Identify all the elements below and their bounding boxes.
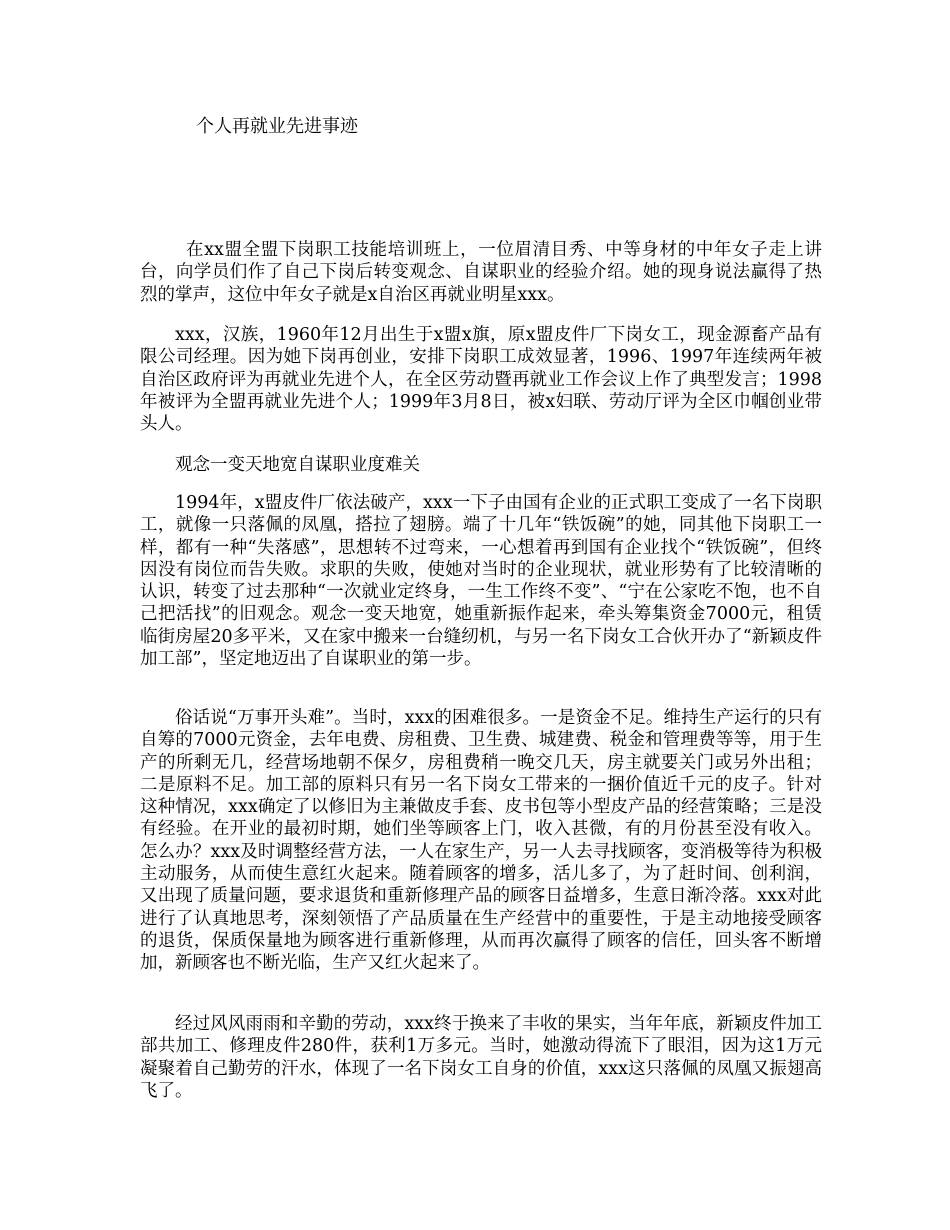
section-heading: 观念一变天地宽自谋职业度难关 [175,455,420,475]
harvest-paragraph: 经过风风雨雨和辛勤的劳动，xxx终于换来了丰收的果实，当年年底，新颖皮件加工部共加工、修理皮件280件，获利1万多元。当时，她激动得流下了眼泪，因为这1万元凝聚着自己勤劳的汗水，体现了一名下岗女工自身的价值，xxx这只落佩的凤凰又振翅高飞了。 [140,1014,822,1101]
profile-paragraph: xxx，汉族，1960年12月出生于x盟x旗，原x盟皮件厂下岗女工，现金源畜产品有限公司经理。因为她下岗再创业，安排下岗职工成效显著，1996、1997年连续两年被自治区政府评为再就业先进个人，在全区劳动暨再就业工作会议上作了典型发言；1998年被评为全盟再就业先进个人；1999年3月8日，被x妇联、劳动厅评为全区巾帼创业带头人。 [140,325,822,435]
difficulties-paragraph: 俗话说“万事开头难”。当时，xxx的困难很多。一是资金不足。维持生产运行的只有自筹的7000元资金，去年电费、房租费、卫生费、城建费、税金和管理费等等，用于生产的所剩无几，经营场地朝不保夕，房租费稍一晚交几天，房主就要关门或另外出租；二是原料不足。加工部的原料只有另一名下岗女工带来的一捆价值近千元的皮子。针对这种情况，xxx确定了以修旧为主兼做皮手套、皮书包等小型皮产品的经营策略；三是没有经验。在开业的最初时期，她们坐等顾客上门，收入甚微，有的月份甚至没有收入。怎么办？xxx及时调整经营方法，一人在家生产，另一人去寻找顾客，变消极等待为积极主动服务，从而使生意红火起来。随着顾客的增多，活儿多了，为了赶时间、创利润，又出现了质量问题，要求退货和重新修理产品的顾客日益增多，生意日渐冷落。xxx对此进行了认真地思考，深刻领悟了产品质量在生产经营中的重要性，于是主动地接受顾客的退货，保质保量地为顾客进行重新修理，从而再次赢得了顾客的信任，回头客不断增加，新顾客也不断光临，生产又红火起来了。 [140,708,822,974]
bankruptcy-paragraph: 1994年，x盟皮件厂依法破产，xxx一下子由国有企业的正式职工变成了一名下岗职工，就像一只落佩的凤凰，搭拉了翅膀。端了十几年“铁饭碗”的她，同其他下岗职工一样，都有一种“失落感”，思想转不过弯来，一心想着再到国有企业找个“铁饭碗”，但终因没有岗位而告失败。求职的失败，使她对当时的企业现状，就业形势有了比较清晰的认识，转变了过去那种“一次就业定终身，一生工作终不变”、“宁在公家吃不饱，也不自己把活找”的旧观念。观念一变天地宽，她重新振作起来，牵头筹集资金7000元，租赁临街房屋20多平米，又在家中搬来一台缝纫机，与另一名下岗女工合伙开办了“新颖皮件加工部”，坚定地迈出了自谋职业的第一步。 [140,493,822,670]
document-title: 个人再就业先进事迹 [196,116,358,137]
intro-paragraph: 在xx盟全盟下岗职工技能培训班上，一位眉清目秀、中等身材的中年女子走上讲台，向学员们作了自己下岗后转变观念、自谋职业的经验介绍。她的现身说法赢得了热烈的掌声，这位中年女子就是x自治区再就业明星xxx。 [140,240,822,305]
